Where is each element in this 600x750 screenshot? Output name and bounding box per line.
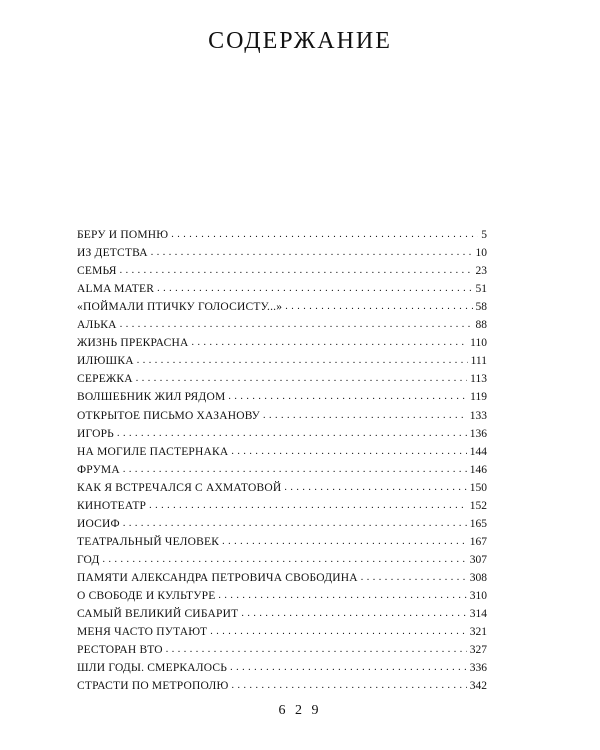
- toc-entry: [77, 242, 487, 260]
- page-title: СОДЕРЖАНИЕ: [208, 28, 392, 54]
- toc-entry-title: ПАМЯТИ АЛЕКСАНДРА ПЕТРОВИЧА СВОБОДИНА: [77, 571, 358, 584]
- toc-entry-title: ИЛЮШКА: [77, 355, 134, 368]
- toc-dot-leader: [136, 372, 467, 386]
- toc-entry-page: 119: [470, 391, 487, 404]
- toc-entry: [77, 603, 487, 621]
- toc-dot-leader: [231, 679, 466, 693]
- toc-dot-leader: [171, 228, 478, 242]
- toc-entry-page: 88: [475, 319, 487, 332]
- toc-entry-page: 133: [469, 409, 487, 422]
- toc-dot-leader: [210, 625, 467, 639]
- toc-entry-page: 146: [469, 463, 487, 476]
- toc-entry: [77, 585, 487, 603]
- toc-dot-leader: [166, 643, 467, 657]
- toc-dot-leader: [149, 499, 467, 513]
- toc-entry-page: 327: [469, 644, 487, 657]
- toc-dot-leader: [284, 481, 466, 495]
- toc-dot-leader: [192, 336, 468, 350]
- table-of-contents: [77, 224, 487, 693]
- toc-entry: [77, 404, 487, 422]
- toc-entry-page: 321: [469, 626, 487, 639]
- toc-dot-leader: [120, 318, 473, 332]
- toc-entry: [77, 531, 487, 549]
- toc-entry-title: ГОД: [77, 553, 100, 566]
- toc-entry-title: АЛЬКА: [77, 319, 117, 332]
- toc-entry-title: «ПОЙМАЛИ ПТИЧКУ ГОЛОСИСТУ...»: [77, 301, 283, 314]
- toc-entry-title: МЕНЯ ЧАСТО ПУТАЮТ: [77, 626, 208, 639]
- toc-dot-leader: [123, 463, 467, 477]
- toc-dot-leader: [241, 607, 466, 621]
- toc-dot-leader: [117, 427, 467, 441]
- toc-dot-leader: [137, 354, 468, 368]
- toc-entry-page: 23: [475, 265, 487, 278]
- toc-entry: [77, 296, 487, 314]
- toc-entry-page: 51: [475, 283, 487, 296]
- toc-entry-title: ИЗ ДЕТСТВА: [77, 247, 148, 260]
- toc-entry: [77, 549, 487, 567]
- toc-entry-title: НА МОГИЛЕ ПАСТЕРНАКА: [77, 445, 229, 458]
- toc-dot-leader: [361, 571, 467, 585]
- toc-entry-page: 336: [469, 662, 487, 675]
- toc-entry-page: 165: [469, 517, 487, 530]
- toc-entry: [77, 495, 487, 513]
- toc-entry-page: 152: [469, 499, 487, 512]
- toc-dot-leader: [218, 589, 466, 603]
- toc-entry: [77, 332, 487, 350]
- toc-entry: [77, 314, 487, 332]
- toc-entry: [77, 260, 487, 278]
- toc-entry-title: ИОСИФ: [77, 517, 120, 530]
- toc-entry-page: 144: [469, 445, 487, 458]
- toc-entry: [77, 459, 487, 477]
- toc-entry-title: КИНОТЕАТР: [77, 499, 147, 512]
- toc-entry-title: ИГОРЬ: [77, 427, 114, 440]
- toc-entry-title: ОТКРЫТОЕ ПИСЬМО ХАЗАНОВУ: [77, 409, 261, 422]
- toc-entry-page: 111: [470, 355, 487, 368]
- toc-dot-leader: [231, 445, 466, 459]
- toc-entry-page: 150: [469, 481, 487, 494]
- toc-entry-title: ALMA MATER: [77, 283, 155, 296]
- toc-dot-leader: [263, 409, 467, 423]
- toc-entry-page: 136: [469, 427, 487, 440]
- toc-entry: [77, 639, 487, 657]
- toc-entry: [77, 621, 487, 639]
- toc-entry-page: 342: [469, 680, 487, 693]
- toc-entry-page: 58: [475, 301, 487, 314]
- toc-dot-leader: [151, 246, 473, 260]
- toc-entry: [77, 657, 487, 675]
- toc-entry: [77, 350, 487, 368]
- toc-dot-leader: [123, 517, 467, 531]
- toc-entry: [77, 513, 487, 531]
- toc-dot-leader: [285, 300, 472, 314]
- toc-dot-leader: [228, 390, 467, 404]
- toc-entry-title: БЕРУ И ПОМНЮ: [77, 229, 169, 242]
- toc-entry: [77, 386, 487, 404]
- toc-entry: [77, 567, 487, 585]
- toc-dot-leader: [157, 282, 472, 296]
- toc-entry-title: СЕРЕЖКА: [77, 373, 133, 386]
- toc-entry-page: 10: [475, 247, 487, 260]
- toc-entry-title: РЕСТОРАН ВТО: [77, 644, 163, 657]
- toc-entry-page: 110: [470, 337, 487, 350]
- toc-entry-title: О СВОБОДЕ И КУЛЬТУРЕ: [77, 589, 216, 602]
- page-number: 6 2 9: [278, 703, 322, 718]
- toc-entry-page: 5: [481, 229, 487, 242]
- toc-entry: [77, 423, 487, 441]
- toc-entry: [77, 278, 487, 296]
- toc-entry-page: 308: [469, 571, 487, 584]
- toc-entry-title: САМЫЙ ВЕЛИКИЙ СИБАРИТ: [77, 608, 239, 621]
- toc-entry-title: ФРУМА: [77, 463, 120, 476]
- toc-entry-title: ШЛИ ГОДЫ. СМЕРКАЛОСЬ: [77, 662, 228, 675]
- toc-entry-page: 307: [469, 553, 487, 566]
- toc-entry-title: ЖИЗНЬ ПРЕКРАСНА: [77, 337, 189, 350]
- toc-entry-page: 113: [470, 373, 487, 386]
- toc-dot-leader: [103, 553, 467, 567]
- toc-entry: [77, 441, 487, 459]
- toc-entry: [77, 368, 487, 386]
- toc-entry: [77, 224, 487, 242]
- toc-dot-leader: [222, 535, 467, 549]
- toc-entry-title: СТРАСТИ ПО МЕТРОПОЛЮ: [77, 680, 229, 693]
- toc-dot-leader: [230, 661, 467, 675]
- toc-entry-page: 167: [469, 535, 487, 548]
- toc-entry-title: СЕМЬЯ: [77, 265, 117, 278]
- toc-entry-page: 314: [469, 608, 487, 621]
- toc-dot-leader: [120, 264, 473, 278]
- toc-entry-title: ТЕАТРАЛЬНЫЙ ЧЕЛОВЕК: [77, 535, 220, 548]
- toc-entry-page: 310: [469, 589, 487, 602]
- toc-entry-title: ВОЛШЕБНИК ЖИЛ РЯДОМ: [77, 391, 226, 404]
- toc-entry-title: КАК Я ВСТРЕЧАЛСЯ С АХМАТОВОЙ: [77, 481, 282, 494]
- toc-entry: [77, 477, 487, 495]
- toc-entry: [77, 675, 487, 693]
